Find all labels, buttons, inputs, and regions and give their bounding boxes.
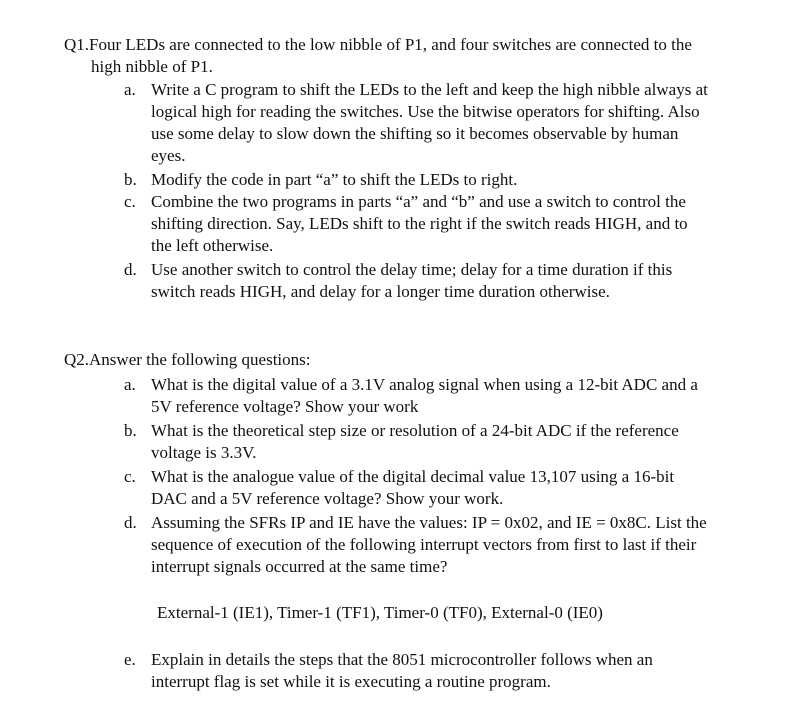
q2-item-b-text — [151, 420, 764, 464]
q1-item-a-letter: a. — [124, 80, 136, 99]
q1-a-line-2: logical high for reading the switches. Use the bitwise operators for shifting. Also — [151, 102, 700, 121]
q1-heading — [64, 34, 764, 78]
q2-c-line-1: What is the analogue value of the digital decimal value 13,107 using a 16-bit — [151, 467, 675, 486]
q1-item-a-text — [151, 79, 764, 167]
q2-intro-line-1: Q2.Answer the following questions: — [64, 350, 311, 369]
q2-e-line-2: interrupt flag is set while it is executing a routine program. — [151, 672, 551, 691]
q2-item-e-text — [151, 649, 764, 693]
q1-item-c-text — [151, 191, 764, 257]
interrupt-vector-list — [100, 602, 660, 624]
q1-c-line-3: the left otherwise. — [151, 236, 274, 255]
q2-e-line-1: Explain in details the steps that the 8051 microcontroller follows when an — [151, 650, 653, 669]
q2-item-d-text — [151, 512, 764, 578]
q2-a-line-2: 5V reference voltage? Show your work — [151, 397, 419, 416]
q1-item-b-letter: b. — [124, 170, 137, 189]
q2-b-line-2: voltage is 3.3V. — [151, 443, 257, 462]
q1-item-d-text — [151, 259, 764, 303]
q2-heading — [64, 349, 764, 371]
q2-item-c-text — [151, 466, 764, 510]
q1-d-line-2: switch reads HIGH, and delay for a longer time duration otherwise. — [151, 282, 610, 301]
q2-d-line-2: sequence of execution of the following interrupt vectors from first to last if their — [151, 535, 697, 554]
q2-d-line-3: interrupt signals occurred at the same time? — [151, 557, 448, 576]
q1-intro-line-1: Q1.Four LEDs are connected to the low nibble of P1, and four switches are connected to the — [64, 35, 692, 54]
q2-b-line-1: What is the theoretical step size or resolution of a 24-bit ADC if the reference — [151, 421, 679, 440]
q1-d-line-1: Use another switch to control the delay time; delay for a time duration if this — [151, 260, 673, 279]
q1-item-d-letter: d. — [124, 260, 137, 279]
q1-c-line-1: Combine the two programs in parts “a” and “b” and use a switch to control the — [151, 192, 686, 211]
q2-d-line-1: Assuming the SFRs IP and IE have the values: IP = 0x02, and IE = 0x8C. List the — [151, 513, 707, 532]
q2-item-c-letter: c. — [124, 467, 136, 486]
q2-item-d-letter: d. — [124, 513, 137, 532]
q1-intro-line-2: high nibble of P1. — [91, 57, 213, 76]
q1-item-b-text — [151, 169, 764, 191]
q1-b-line-1: Modify the code in part “a” to shift the LEDs to right. — [151, 170, 518, 189]
q1-c-line-2: shifting direction. Say, LEDs shift to the right if the switch reads HIGH, and to — [151, 214, 688, 233]
q2-c-line-2: DAC and a 5V reference voltage? Show your work. — [151, 489, 504, 508]
q2-item-b-letter: b. — [124, 421, 137, 440]
q1-a-line-4: eyes. — [151, 146, 186, 165]
q1-item-c-letter: c. — [124, 192, 136, 211]
vector-list-text: External-1 (IE1), Timer-1 (TF1), Timer-0 (TF0), External-0 (IE0) — [157, 603, 603, 622]
q2-item-a-text — [151, 374, 764, 418]
q1-a-line-1: Write a C program to shift the LEDs to the left and keep the high nibble always at — [151, 80, 708, 99]
q2-item-a-letter: a. — [124, 375, 136, 394]
q2-a-line-1: What is the digital value of a 3.1V analog signal when using a 12-bit ADC and a — [151, 375, 698, 394]
q1-a-line-3: use some delay to slow down the shifting so it becomes observable by human — [151, 124, 679, 143]
q2-item-e-letter: e. — [124, 650, 136, 669]
